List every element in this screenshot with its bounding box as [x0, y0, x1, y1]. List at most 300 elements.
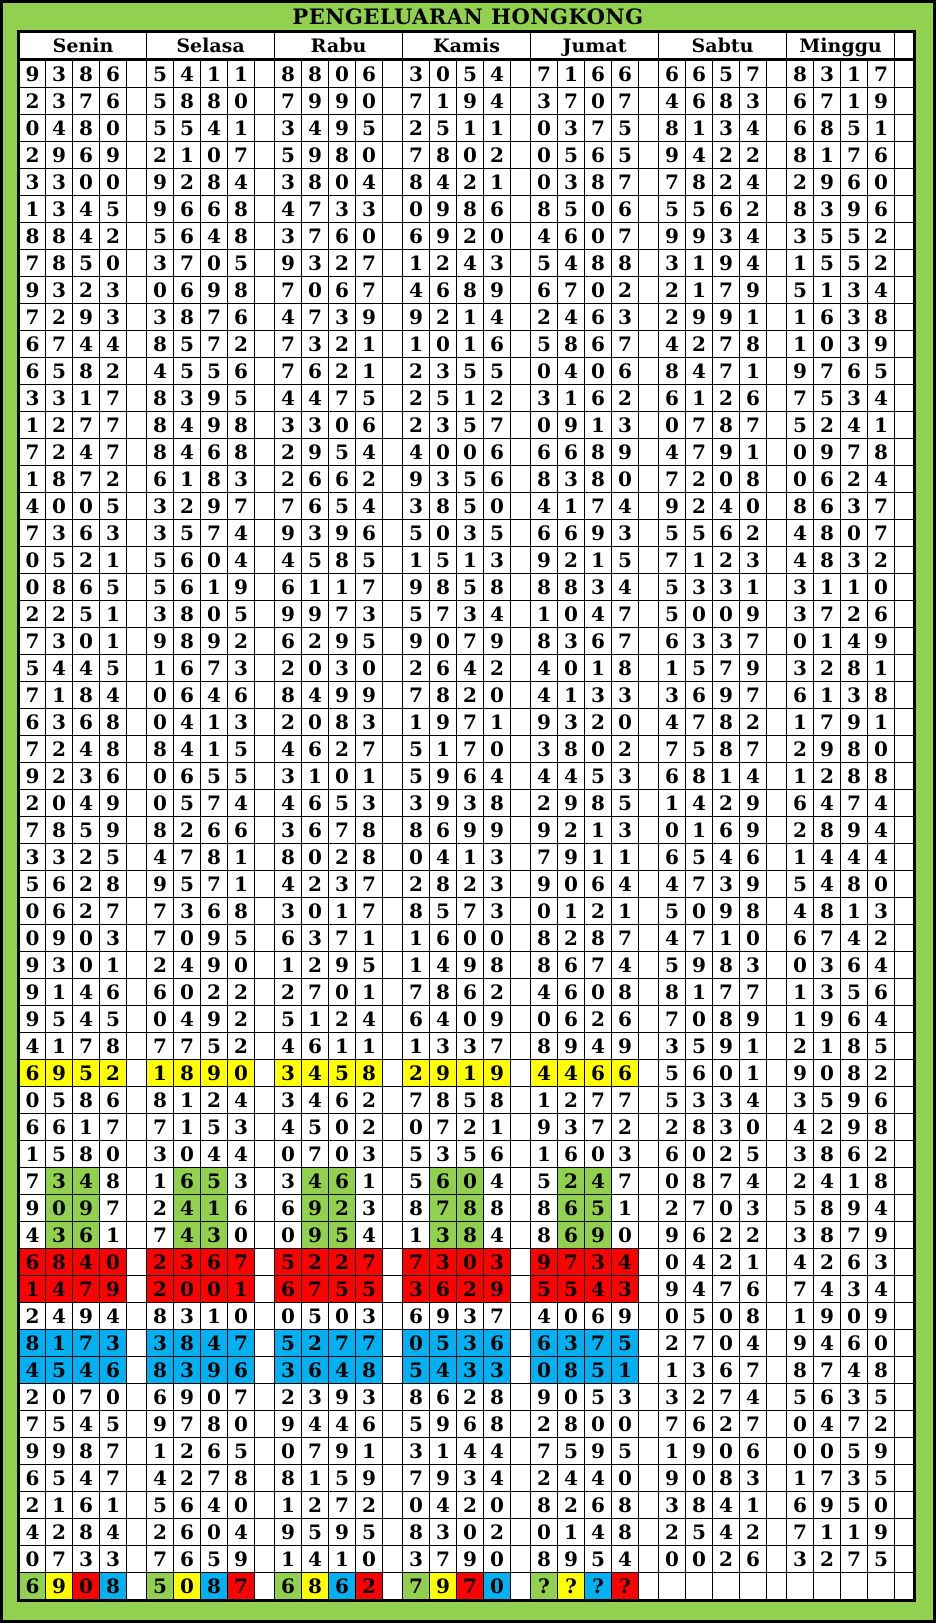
digit-cell: 4	[814, 1411, 841, 1438]
digit-cell: 3	[484, 1249, 511, 1276]
digit-cell: 2	[403, 358, 430, 385]
digit-cell: 9	[558, 1033, 585, 1060]
digit-cell: 7	[841, 790, 868, 817]
digit-cell: 3	[147, 601, 174, 628]
digit-cell: 7	[612, 601, 639, 628]
digit-cell: 8	[612, 250, 639, 277]
digit-cell: 7	[73, 88, 100, 115]
digit-cell: 5	[302, 1303, 329, 1330]
digit-cell: 2	[201, 1087, 228, 1114]
separator-cell	[511, 736, 531, 763]
digit-cell: 1	[356, 1168, 383, 1195]
digit-cell: 4	[841, 628, 868, 655]
separator-cell	[895, 1438, 915, 1465]
digit-cell: 2	[814, 412, 841, 439]
digit-cell: 9	[403, 304, 430, 331]
digit-cell: 3	[100, 277, 127, 304]
digit-cell: 8	[147, 817, 174, 844]
digit-cell: 4	[713, 1492, 740, 1519]
digit-cell: 4	[100, 1519, 127, 1546]
digit-cell: 4	[430, 169, 457, 196]
digit-cell: 1	[457, 1060, 484, 1087]
digit-cell: 1	[740, 1249, 767, 1276]
digit-cell: 8	[275, 844, 302, 871]
digit-cell: 0	[147, 277, 174, 304]
digit-cell: 4	[558, 358, 585, 385]
digit-cell: 6	[814, 1384, 841, 1411]
digit-cell: 8	[19, 223, 46, 250]
digit-cell: 6	[868, 979, 895, 1006]
digit-cell: 7	[19, 1411, 46, 1438]
digit-cell	[868, 1573, 895, 1601]
digit-cell: 6	[147, 979, 174, 1006]
digit-cell: 6	[558, 1006, 585, 1033]
results-table	[17, 30, 916, 1602]
separator-cell	[511, 1465, 531, 1492]
digit-cell: 6	[100, 979, 127, 1006]
digit-cell: 4	[868, 817, 895, 844]
digit-cell: 2	[73, 547, 100, 574]
digit-cell: 3	[174, 385, 201, 412]
digit-cell: 0	[403, 1330, 430, 1357]
separator-cell	[767, 628, 787, 655]
day-header-7: Minggu	[787, 32, 895, 60]
digit-cell: 5	[585, 1195, 612, 1222]
separator-cell	[127, 385, 147, 412]
separator-cell	[639, 1573, 659, 1601]
digit-cell: 6	[19, 1573, 46, 1601]
digit-cell: 4	[46, 1276, 73, 1303]
digit-cell: 6	[201, 817, 228, 844]
result-row	[19, 1276, 915, 1303]
digit-cell: 2	[585, 709, 612, 736]
digit-cell: 2	[558, 817, 585, 844]
digit-cell: 4	[46, 115, 73, 142]
digit-cell: 6	[457, 979, 484, 1006]
digit-cell: 9	[787, 1330, 814, 1357]
digit-cell: 5	[612, 1330, 639, 1357]
separator-cell	[127, 1357, 147, 1384]
digit-cell: 5	[46, 1141, 73, 1168]
separator-cell	[895, 1384, 915, 1411]
separator-cell	[255, 1573, 275, 1601]
digit-cell: 7	[457, 736, 484, 763]
digit-cell: 0	[356, 88, 383, 115]
digit-cell: 2	[19, 1492, 46, 1519]
separator-cell	[255, 925, 275, 952]
digit-cell: 5	[868, 1384, 895, 1411]
digit-cell: 2	[740, 1519, 767, 1546]
digit-cell: 7	[787, 385, 814, 412]
digit-cell: 2	[302, 871, 329, 898]
digit-cell: 6	[686, 1060, 713, 1087]
digit-cell: 5	[201, 1546, 228, 1573]
digit-cell: 7	[19, 817, 46, 844]
digit-cell: 2	[174, 1465, 201, 1492]
digit-cell: 1	[558, 60, 585, 88]
digit-cell: 2	[430, 304, 457, 331]
digit-cell: 3	[46, 844, 73, 871]
digit-cell: 4	[558, 304, 585, 331]
digit-cell: 7	[686, 709, 713, 736]
digit-cell: 0	[659, 1249, 686, 1276]
digit-cell: 4	[275, 1114, 302, 1141]
digit-cell: 1	[228, 60, 255, 88]
results-sheet	[17, 30, 919, 1602]
result-row	[19, 439, 915, 466]
digit-cell: 3	[841, 277, 868, 304]
digit-cell: 6	[740, 385, 767, 412]
separator-cell	[639, 1141, 659, 1168]
result-row	[19, 250, 915, 277]
digit-cell: 5	[228, 763, 255, 790]
digit-cell: 1	[356, 1033, 383, 1060]
digit-cell: 3	[457, 1303, 484, 1330]
digit-cell: 7	[73, 1330, 100, 1357]
digit-cell: 0	[356, 142, 383, 169]
separator-cell	[255, 142, 275, 169]
separator-cell	[639, 520, 659, 547]
digit-cell: 7	[356, 1249, 383, 1276]
digit-cell: 3	[329, 304, 356, 331]
digit-cell: 8	[19, 1330, 46, 1357]
digit-cell: 0	[558, 871, 585, 898]
digit-cell: 6	[430, 277, 457, 304]
digit-cell: 9	[457, 88, 484, 115]
digit-cell: 6	[659, 385, 686, 412]
digit-cell: 4	[659, 331, 686, 358]
digit-cell: 7	[868, 493, 895, 520]
digit-cell: 5	[100, 844, 127, 871]
separator-cell	[767, 1222, 787, 1249]
digit-cell: 9	[484, 1006, 511, 1033]
digit-cell: 9	[659, 223, 686, 250]
digit-cell: 2	[174, 1438, 201, 1465]
digit-cell: 3	[612, 304, 639, 331]
digit-cell: 0	[73, 952, 100, 979]
digit-cell: 7	[585, 952, 612, 979]
digit-cell: 9	[659, 493, 686, 520]
digit-cell: 7	[713, 1168, 740, 1195]
digit-cell: 3	[275, 898, 302, 925]
digit-cell: 2	[484, 385, 511, 412]
digit-cell: 2	[484, 1519, 511, 1546]
digit-cell: 4	[686, 790, 713, 817]
digit-cell: 8	[686, 1168, 713, 1195]
digit-cell: 0	[201, 601, 228, 628]
digit-cell: 0	[457, 439, 484, 466]
digit-cell: 0	[868, 1492, 895, 1519]
separator-cell	[639, 898, 659, 925]
digit-cell: 6	[585, 304, 612, 331]
separator-cell	[767, 925, 787, 952]
digit-cell: 4	[740, 115, 767, 142]
digit-cell: 0	[19, 898, 46, 925]
digit-cell: 8	[484, 574, 511, 601]
digit-cell: 8	[841, 763, 868, 790]
separator-cell	[767, 790, 787, 817]
separator-cell	[511, 1222, 531, 1249]
digit-cell: 7	[275, 493, 302, 520]
digit-cell: 9	[430, 709, 457, 736]
separator-cell	[767, 304, 787, 331]
separator-cell	[255, 1465, 275, 1492]
digit-cell: 5	[787, 1195, 814, 1222]
digit-cell: 7	[868, 520, 895, 547]
digit-cell: 2	[484, 979, 511, 1006]
digit-cell: 5	[612, 142, 639, 169]
digit-cell: 2	[558, 1492, 585, 1519]
digit-cell: 8	[73, 1519, 100, 1546]
digit-cell: 3	[612, 520, 639, 547]
digit-cell: 1	[868, 412, 895, 439]
digit-cell: 3	[612, 412, 639, 439]
digit-cell: 7	[868, 60, 895, 88]
digit-cell: 6	[228, 358, 255, 385]
digit-cell: 1	[147, 1168, 174, 1195]
digit-cell: 9	[73, 1303, 100, 1330]
digit-cell: 4	[19, 1357, 46, 1384]
digit-cell: 4	[302, 385, 329, 412]
digit-cell: 2	[686, 1384, 713, 1411]
digit-cell: 0	[484, 682, 511, 709]
separator-cell	[511, 1006, 531, 1033]
digit-cell: 4	[740, 223, 767, 250]
digit-cell: 8	[612, 1492, 639, 1519]
digit-cell: 4	[558, 1060, 585, 1087]
digit-cell: 6	[612, 60, 639, 88]
digit-cell: 6	[484, 1141, 511, 1168]
digit-cell: 3	[147, 1330, 174, 1357]
separator-cell	[127, 979, 147, 1006]
digit-cell: 6	[228, 304, 255, 331]
digit-cell: 3	[841, 1276, 868, 1303]
separator-cell	[895, 493, 915, 520]
digit-cell: 4	[787, 547, 814, 574]
digit-cell: 0	[302, 898, 329, 925]
digit-cell: 8	[403, 817, 430, 844]
separator-cell	[767, 1087, 787, 1114]
digit-cell: 6	[814, 304, 841, 331]
digit-cell: 2	[275, 979, 302, 1006]
digit-cell: 4	[73, 1411, 100, 1438]
digit-cell: 2	[430, 250, 457, 277]
separator-cell	[127, 1087, 147, 1114]
digit-cell: 0	[73, 1573, 100, 1601]
digit-cell: 4	[201, 223, 228, 250]
digit-cell: 3	[403, 1438, 430, 1465]
digit-cell: 3	[403, 60, 430, 88]
digit-cell: 8	[659, 358, 686, 385]
digit-cell: 3	[612, 817, 639, 844]
day-header-5: Jumat	[531, 32, 659, 60]
digit-cell: 7	[174, 1033, 201, 1060]
separator-cell	[895, 1006, 915, 1033]
digit-cell: 5	[814, 385, 841, 412]
digit-cell: 8	[46, 250, 73, 277]
digit-cell: 2	[174, 169, 201, 196]
digit-cell: 8	[531, 952, 558, 979]
digit-cell: 4	[585, 1276, 612, 1303]
digit-cell: 6	[531, 439, 558, 466]
digit-cell: 2	[585, 1006, 612, 1033]
digit-cell: 5	[329, 439, 356, 466]
digit-cell: 6	[302, 1357, 329, 1384]
digit-cell: 7	[46, 331, 73, 358]
digit-cell: 6	[484, 196, 511, 223]
digit-cell: 3	[713, 628, 740, 655]
separator-cell	[383, 547, 403, 574]
separator-cell	[127, 1573, 147, 1601]
digit-cell: 7	[19, 736, 46, 763]
digit-cell: 2	[868, 547, 895, 574]
digit-cell: 9	[329, 1438, 356, 1465]
separator-cell	[127, 790, 147, 817]
digit-cell: 6	[841, 1249, 868, 1276]
digit-cell: 3	[484, 1357, 511, 1384]
digit-cell: 5	[612, 115, 639, 142]
separator-cell	[511, 1249, 531, 1276]
digit-cell: 7	[19, 520, 46, 547]
digit-cell: 0	[713, 1438, 740, 1465]
result-row	[19, 682, 915, 709]
digit-cell: 6	[787, 1492, 814, 1519]
digit-cell: 4	[740, 1087, 767, 1114]
digit-cell: 3	[659, 1033, 686, 1060]
digit-cell: 7	[484, 412, 511, 439]
separator-cell	[511, 1141, 531, 1168]
digit-cell: 6	[201, 1249, 228, 1276]
digit-cell: 4	[19, 1519, 46, 1546]
digit-cell: 3	[302, 412, 329, 439]
digit-cell: 3	[686, 1087, 713, 1114]
digit-cell: 6	[201, 1438, 228, 1465]
digit-cell: 2	[659, 304, 686, 331]
digit-cell: 4	[612, 952, 639, 979]
separator-cell	[255, 223, 275, 250]
separator-cell	[511, 1573, 531, 1601]
digit-cell: 1	[302, 574, 329, 601]
separator-cell	[639, 1438, 659, 1465]
digit-cell: 0	[457, 1006, 484, 1033]
digit-cell: 9	[302, 142, 329, 169]
digit-cell: 1	[686, 115, 713, 142]
digit-cell: 6	[612, 196, 639, 223]
digit-cell: 6	[302, 493, 329, 520]
digit-cell: 4	[659, 925, 686, 952]
digit-cell: 7	[201, 655, 228, 682]
separator-cell	[255, 1276, 275, 1303]
separator-cell	[383, 1249, 403, 1276]
digit-cell: 2	[275, 655, 302, 682]
digit-cell: 3	[356, 1384, 383, 1411]
digit-cell: 0	[457, 142, 484, 169]
separator-cell	[895, 331, 915, 358]
digit-cell: 8	[531, 1492, 558, 1519]
result-row	[19, 277, 915, 304]
digit-cell: 1	[841, 60, 868, 88]
digit-cell: 0	[659, 1546, 686, 1573]
separator-cell	[639, 1492, 659, 1519]
digit-cell: 0	[585, 88, 612, 115]
digit-cell: 6	[841, 358, 868, 385]
digit-cell: 1	[201, 1195, 228, 1222]
digit-cell: 0	[841, 520, 868, 547]
digit-cell: 5	[659, 1060, 686, 1087]
digit-cell: 1	[174, 466, 201, 493]
digit-cell: 8	[484, 1411, 511, 1438]
digit-cell: 9	[740, 655, 767, 682]
digit-cell: 9	[430, 223, 457, 250]
separator-cell	[895, 601, 915, 628]
digit-cell	[659, 1573, 686, 1601]
digit-cell: 4	[302, 1411, 329, 1438]
separator-cell	[127, 709, 147, 736]
digit-cell: 4	[100, 682, 127, 709]
digit-cell: 6	[430, 1384, 457, 1411]
digit-cell: 1	[868, 709, 895, 736]
separator-cell	[767, 1492, 787, 1519]
digit-cell: 0	[228, 1060, 255, 1087]
separator-cell	[383, 196, 403, 223]
digit-cell: 9	[868, 1519, 895, 1546]
digit-cell: 8	[174, 628, 201, 655]
separator-cell	[127, 1222, 147, 1249]
result-row	[19, 1087, 915, 1114]
digit-cell: 0	[787, 628, 814, 655]
digit-cell: 3	[558, 115, 585, 142]
result-row	[19, 223, 915, 250]
result-row	[19, 628, 915, 655]
separator-cell	[127, 1546, 147, 1573]
digit-cell: 7	[713, 979, 740, 1006]
digit-cell: 9	[201, 277, 228, 304]
digit-cell: 6	[484, 1330, 511, 1357]
digit-cell: 5	[585, 763, 612, 790]
separator-cell	[255, 709, 275, 736]
digit-cell: 1	[46, 1033, 73, 1060]
digit-cell: 9	[868, 1438, 895, 1465]
digit-cell: 6	[329, 466, 356, 493]
digit-cell: 7	[228, 1249, 255, 1276]
digit-cell: 0	[612, 1465, 639, 1492]
digit-cell: 8	[46, 1249, 73, 1276]
digit-cell: 1	[19, 196, 46, 223]
digit-cell: 6	[787, 790, 814, 817]
digit-cell: 8	[73, 60, 100, 88]
digit-cell: 5	[174, 520, 201, 547]
digit-cell: 1	[403, 1033, 430, 1060]
digit-cell: 2	[713, 142, 740, 169]
separator-cell	[383, 1330, 403, 1357]
separator-cell	[895, 223, 915, 250]
separator-cell	[511, 493, 531, 520]
separator-cell	[511, 196, 531, 223]
digit-cell: 4	[787, 520, 814, 547]
digit-cell: 2	[329, 1195, 356, 1222]
digit-cell: 9	[558, 790, 585, 817]
digit-cell: 6	[585, 331, 612, 358]
separator-cell	[895, 1465, 915, 1492]
separator-cell	[255, 1222, 275, 1249]
digit-cell: 2	[174, 493, 201, 520]
separator-cell	[511, 304, 531, 331]
digit-cell: 0	[740, 1114, 767, 1141]
digit-cell: 4	[531, 223, 558, 250]
digit-cell: 9	[302, 1222, 329, 1249]
digit-cell: 1	[19, 412, 46, 439]
digit-cell: 5	[100, 1411, 127, 1438]
